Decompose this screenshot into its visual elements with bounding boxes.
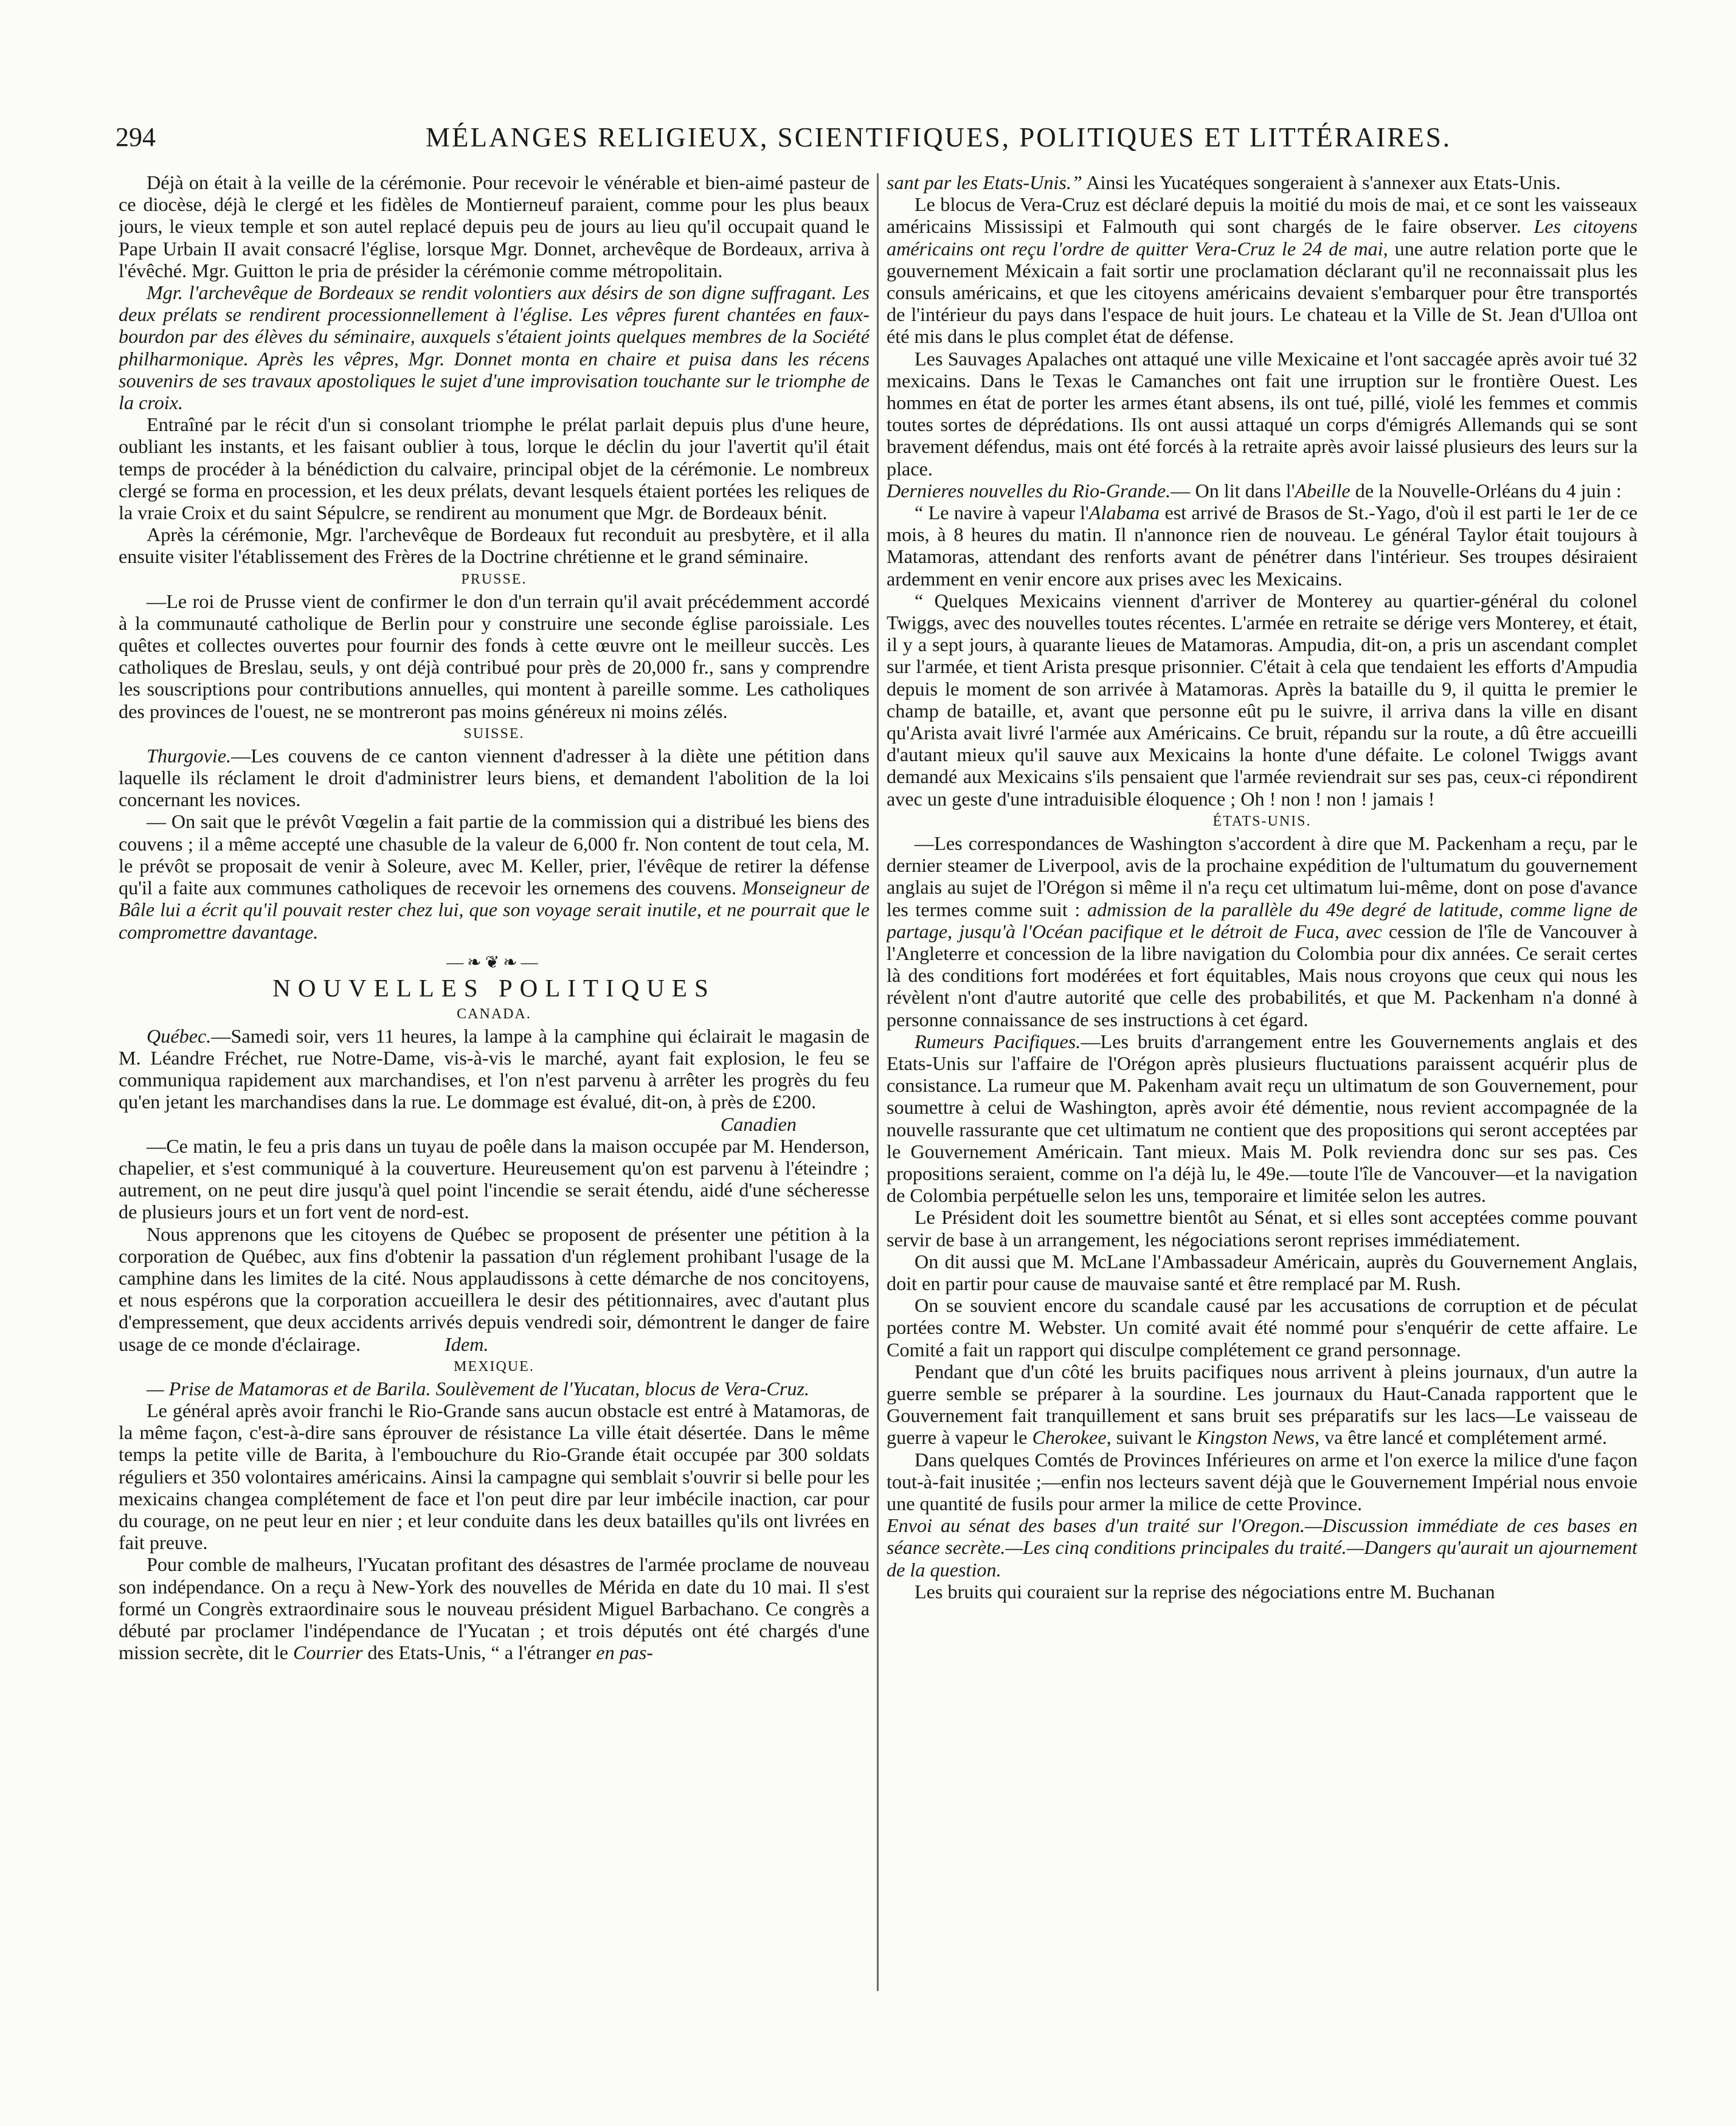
article-paragraph: Les Sauvages Apalaches ont attaqué une ville Mexicaine et l'ont saccagée après avoir tué 32 mexicains. Dans le Texas le Camanches ont fait une irruption sur le frontière Ouest. Les hommes en état de porter les armes étant absens, ils ont tué, pillé, violé les femmes et commis toutes sortes de déprédations. Ils ont aussi attaqué un corps d'émigrés Allemands qui se sont bravement défendus, mais ont été forcés à la retraite après avoir laissé plusieurs des leurs sur la place. [887,347,1637,480]
section-heading-suisse: SUISSE. [463,725,525,742]
section-heading-prusse: PRUSSE. [461,571,527,587]
article-paragraph [119,1553,870,1663]
article-paragraph [887,1361,1637,1449]
page-number: 294 [116,122,156,152]
italic-text: Monseigneur de Bâle lui a écrit qu'il pouvait rester chez lui, que son voyage serait inutile, et ne pourrait que le compromettre davantage. [119,877,870,943]
paragraph-text: —Samedi soir, vers 11 heures, la lampe à la camphine qui éclairait le magasin de M. Léandre Fréchet, rue Notre-Dame, vis-à-vis le marché, ayant fait explosion, le feu se communiqua rapidement aux marchandises, et l'on n'est parvenu à arrêter les progrès du feu qu'en jetant les marchandises dans la rue. Le dommage est évalué, dit-on, à près de £200. [119,1024,870,1113]
article-paragraph [887,193,1637,347]
article-paragraph [887,502,1637,590]
italic-text: Envoi au sénat des bases d'un traité sur l'Oregon.—Discussion immédiate de ces bases en séance secrète.—Les cinq conditions principales du traité.—Dangers qu'aurait un ajournement de la question. [887,1514,1637,1581]
source-attribution: Idem. [444,1333,489,1355]
article-paragraph: Le général après avoir franchi le Rio-Grande sans aucun obstacle est entré à Matamoras, de la même façon, c'est-à-dire sans éprouver de résistance La ville était désertée. Dans le même temps la petite ville de Barita, à l'embouchure du Rio-Grande était occupée par 300 soldats réguliers et 350 volontaires américains. Ainsi la campagne qui semblait s'ouvrir si belle pour les mexicains changea complétement de face et l'on peut dire par leur imbécile inaction, car pour du courage, on ne peut leur en nier ; et leur conduite dans les deux batailles qu'ils ont livrées en fait preuve. [119,1399,870,1554]
article-paragraph [119,1223,870,1355]
dateline: Rumeurs Pacifiques. [915,1030,1081,1052]
left-column [119,171,870,2086]
article-paragraph [119,810,870,942]
article-paragraph [887,1030,1637,1207]
article-paragraph: —Ce matin, le feu a pris dans un tuyau de poêle dans la maison occupée par M. Henderson, chapelier, et s'est communiqué à la couverture. Heureusement qu'on est parvenu à l'éteindre ; autrement, on ne peut dire jusqu'à quel point l'incendie se serait étendu, aidé d'une sécheresse de plusieurs jours et un fort vent de nord-est. [119,1134,870,1223]
italic-text: Mgr. l'archevêque de Bordeaux se rendit volontiers aux désirs de son digne suffragant. Les deux prélats se rendirent processionnellement à l'église. Les vêpres furent chantées en faux-bourdon par des élèves du séminaire, auxquels s'étaient joints quelques membres de la Société philharmonique. Après les vêpres, Mgr. Donnet monta en chaire et puisa dans les récens souvenirs de ses travaux apostoliques le sujet d'une improvisation touchante sur le triomphe de la croix. [119,281,870,414]
article-paragraph: —Le roi de Prusse vient de confirmer le don d'un terrain qu'il avait précédemment accordé à la communauté catholique de Berlin pour y construire une seconde église paroissiale. Les quêtes et collectes ouvertes pour fournir des fonds à cette œuvre ont le meilleur succès. Les catholiques de Breslau, seuls, y ont déjà contribué pour près de 20,000 fr., sans y comprendre les souscriptions pour contributions annuelles, qui montent à pareille somme. Les catholiques des provinces de l'ouest, ne se montreront pas moins généreux ni moins zélés. [119,590,870,722]
article-paragraph [119,1378,870,1400]
paragraph-text: Pendant que d'un côté les bruits pacifiques nous arrivent à pleins journaux, d'un autre la guerre semble se préparer à la sourdine. Les journaux du Haut-Canada rapportent que le Gouvernement fait tranquillement et sans bruit ses préparatifs sur les lacs—Le vaisseau de guerre à vapeur le [887,1360,1637,1449]
italic-text: — Prise de Matamoras et de Barila. Soulèvement de l'Yucatan, blocus de Vera-Cruz. [147,1377,810,1400]
paragraph-text: Pour comble de malheurs, l'Yucatan profitant des désastres de l'armée proclame de nouveau son indépendance. On a reçu à New-York des nouvelles de Mérida en date du 10 mai. Il s'est formé un Congrès extraordinaire sous le nouveau président Miguel Barbachano. Ce congrès a débuté par proclamer l'indépendance de l'Yucatan ; et trois députés ont été chargés d'une mission secrète, dit le [119,1553,870,1664]
article-paragraph: Dans quelques Comtés de Provinces Inférieures on arme et l'on exerce la milice d'une façon tout-à-fait inusitée ;—enfin nos lecteurs savent déjà que le Gouvernement Impérial nous envoie une quantité de fusils pour armer la milice de cette Province. [887,1448,1637,1514]
paragraph-text: — On lit dans l' [1171,479,1295,502]
paragraph-text: — On sait que le prévôt Vœgelin a fait partie de la commission qui a distribué les biens des couvens ; il a même accepté une chasuble de la valeur de 6,000 fr. Non content de tout cela, M. le prévôt se proposait de venir à Soleure, avec M. Keller, prier, l'évêque de retirer la défense qu'il a faite aux communes catholiques de recevoir les ornemens des couvens. [119,810,870,899]
italic-text: admission de la parallèle du 49e degré de latitude, comme ligne de partage, jusqu'à l'Océan pacifique et le détroit de Fuca, avec [887,898,1637,942]
italic-text: Kingston News [1197,1426,1315,1449]
paragraph-text: Nous apprenons que les citoyens de Québec se proposent de présenter une pétition à la corporation de Québec, aux fins d'obtenir la passation d'un réglement prohibant l'usage de la camphine dans les limites de la cité. Nous applaudissons à cette démarche de nos concitoyens, et nous espérons que la corporation accueillera le desir des pétitionnaires, avec d'autant plus d'empressement, que deux accidents arrivés depuis vendredi soir, démontrent le danger de faire usage de ce monde d'éclairage. [119,1223,870,1355]
section-heading-canada: CANADA. [457,1006,531,1022]
page-header [116,122,1648,158]
source-attribution: Canadien [720,1113,797,1135]
paragraph-text: Ainsi les Yucatéques songeraient à s'annexer aux Etats-Unis. [1086,171,1561,193]
paragraph-text: de la Nouvelle-Orléans du 4 juin : [1355,479,1622,502]
paragraph-text: Le blocus de Vera-Cruz est déclaré depuis la moitié du mois de mai, et ce sont les vaisseaux américains Mississipi et Falmouth qui sont chargés de le faire observer. [887,193,1637,238]
dateline: Québec. [147,1024,212,1047]
article-paragraph: Le Président doit les soumettre bientôt au Sénat, et si elles sont acceptées comme pouvant servir de base à un arrangement, les négociations seront reprises immédiatement. [887,1206,1637,1251]
running-title: MÉLANGES RELIGIEUX, SCIENTIFIQUES, POLITIQUES ET LITTÉRAIRES. [426,122,1452,153]
section-heading-mexique: MEXIQUE. [454,1358,534,1375]
paragraph-text: , va être lancé et complétement armé. [1315,1426,1607,1449]
italic-text: Cherokee [1032,1426,1107,1449]
dateline: Thurgovie. [147,744,232,767]
paragraph-text: —Les correspondances de Washington s'accordent à dire que M. Packenham a reçu, par le dernier steamer de Liverpool, avis de la prochaine expédition de l'ultumatum du gouvernement anglais au sujet de l'Orégon si même il n'a reçu cet ultimatum lui-même, dont on pose d'avance les termes comme suit : [887,832,1637,920]
column-divider [877,173,879,1991]
dateline: Dernieres nouvelles du Rio-Grande. [887,479,1171,502]
paragraph-text: une autre relation porte que le gouvernement Méxicain a fait sortir une proclamation déclarant qu'il ne reconnaissait plus les consuls américains, et que les citoyens américains devaient s'embarquer pour être transportés de l'intérieur du pays dans l'espace de huit jours. Le chateau et la Ville de St. Jean d'Ulloa ont été mis dans le plus complet état de défense. [887,237,1637,348]
article-paragraph [119,1025,870,1113]
article-paragraph [887,171,1637,193]
article-paragraph: On se souvient encore du scandale causé par les accusations de corruption et de péculat portées contre M. Webster. Un comité avait été nommé pour s'enquérir de cette affaire. Le Comité a fait un rapport qui disculpe complétement ce grand personnage. [887,1294,1637,1361]
paragraph-text: “ Le navire à vapeur l' [915,502,1089,524]
article-paragraph: Entraîné par le récit d'un si consolant triomphe le prélat parlait depuis plus d'une heure, oubliant les instants, et les faisant oublier à tous, lorque le déclin du jour l'avertit qu'il était temps de procéder à la bénédiction du calvaire, principal objet de la cérémonie. Le nombreux clergé se forma en procession, et les deux prélats, devant lesquels étaient portées les reliques de la vraie Croix et du saint Sépulcre, se rendirent au monument que Mgr. de Bordeaux bénit. [119,413,870,524]
article-paragraph [887,480,1637,502]
italic-text: Abeille [1295,479,1350,502]
paragraph-text: cession de l'île de Vancouver à l'Angleterre et concession de la libre navigation du Colombia pour dix années. Ce serait certes là des conditions fort modérées et fort équitables, Mais nous croyons que ceux qui nous les révèlent n'ont d'autre autorité que celle des probabilités, et que M. Packenham n'a donné à personne connaissance de ses instructions à cet égard. [887,920,1637,1030]
paragraph-text: est arrivé de Brasos de St.-Yago, d'où il est parti le 1er de ce mois, à 8 heures du matin. Il n'annonce rien de nouveau. Le général Taylor était toujours à Matamoras, attendant des renforts avant de pénétrer dans l'intérieur. Ses troupes désiraient ardemment en venir encore aux prises avec les Mexicains. [887,502,1637,590]
section-heading-nouvelles-politiques: NOUVELLES POLITIQUES [272,973,716,1002]
article-paragraph: “ Quelques Mexicains viennent d'arriver de Monterey au quartier-général du colonel Twiggs, avec des nouvelles toutes récentes. L'armée en retraite se dérige vers Monterey, et était, il y a sept jours, à quarante lieues de Matamoras. Ampudia, dit-on, a pris un ascendant complet sur l'armée, et tient Arista presque prisonnier. C'était à cela que tendaient les efforts d'Ampudia depuis le moment de son arrivée à Matamoras. Après la bataille du 9, il quitta le premier le champ de bataille, et, avant que personne eût pu le suivre, il arriva dans la ville en disant qu'Arista avait livré l'armée aux Américains. Ce bruit, répandu sur la route, a dû être accueilli d'autant mieux qu'il sauve aux Mexicains la honte d'une défaite. Le colonel Twiggs avant demandé aux Mexicains s'ils pensaient que l'armée reviendrait sur ses pas, ceux-ci répondirent avec un geste d'une intraduisible éloquence ; Oh ! non ! non ! jamais ! [887,589,1637,810]
article-paragraph [887,832,1637,1030]
italic-text: Alabama [1088,502,1160,524]
paragraph-text: , suivant le [1106,1426,1192,1449]
article-paragraph: Après la cérémonie, Mgr. l'archevêque de Bordeaux fut reconduit au presbytère, et il alla ensuite visiter l'établissement des Frères de la Doctrine chrétienne et le grand séminaire. [119,523,870,568]
article-paragraph [119,745,870,811]
section-heading-etats-unis: ÉTATS-UNIS. [1212,813,1312,829]
paragraph-text: des Etats-Unis, “ a l'étranger [367,1641,592,1664]
article-paragraph: Déjà on était à la veille de la cérémonie. Pour recevoir le vénérable et bien-aimé pasteur de ce diocèse, déjà le clergé et les fidèles de Montierneuf paraient, comme pour les plus beaux jours, le vieux temple et son autel replacé depuis peu de jours au lieu qu'il occupait quand le Pape Urbain II avait consacré l'église, lorsque Mgr. Donnet, archevêque de Bordeaux, arriva à l'évêché. Mgr. Guitton le pria de présider la cérémonie comme métropolitain. [119,171,870,281]
article-paragraph: Les bruits qui couraient sur la reprise des négociations entre M. Buchanan [915,1580,1495,1603]
italic-text: Les citoyens américains ont reçu l'ordre de quitter Vera-Cruz le 24 de mai, [887,215,1637,260]
paragraph-text: —Les couvens de ce canton viennent d'adresser à la diète une pétition dans laquelle ils réclament le droit d'administrer leurs biens, et demandent l'abolition de la loi concernant les novices. [119,744,870,811]
right-column [887,171,1637,2086]
italic-text: Courrier [292,1641,363,1664]
article-paragraph: On dit aussi que M. McLane l'Ambassadeur Américain, auprès du Gouvernement Anglais, doit en partir pour cause de mauvaise santé et être remplacé par M. Rush. [887,1250,1637,1294]
italic-text: en pas- [596,1641,654,1664]
ornament-divider: —❧❦❧— [446,953,542,972]
paragraph-text: —Les bruits d'arrangement entre les Gouvernements anglais et des Etats-Unis sur l'affaire de l'Orégon après plusieurs fluctuations paraissent acquérir plus de consistance. La rumeur que M. Pakenham avait reçu un ultimatum de son Gouvernement, pour soumettre à celui de Washington, après avoir été démentie, nous revient accompagnée de la nouvelle rassurante que cet ultimatum ne contient que des propositions qui seront acceptées par le Gouvernement Américain. Tant mieux. Mais M. Polk reviendra donc sur ses pas. Ces propositions seraient, comme on l'a déjà lu, le 49e.—toute l'île de Vancouver—et la navigation de Colombia perpétuelle selon les uns, temporaire et limitée selon les autres. [887,1030,1637,1207]
article-paragraph [887,1514,1637,1581]
article-paragraph [119,281,870,413]
italic-text: sant par les Etats-Unis.” [887,171,1082,193]
